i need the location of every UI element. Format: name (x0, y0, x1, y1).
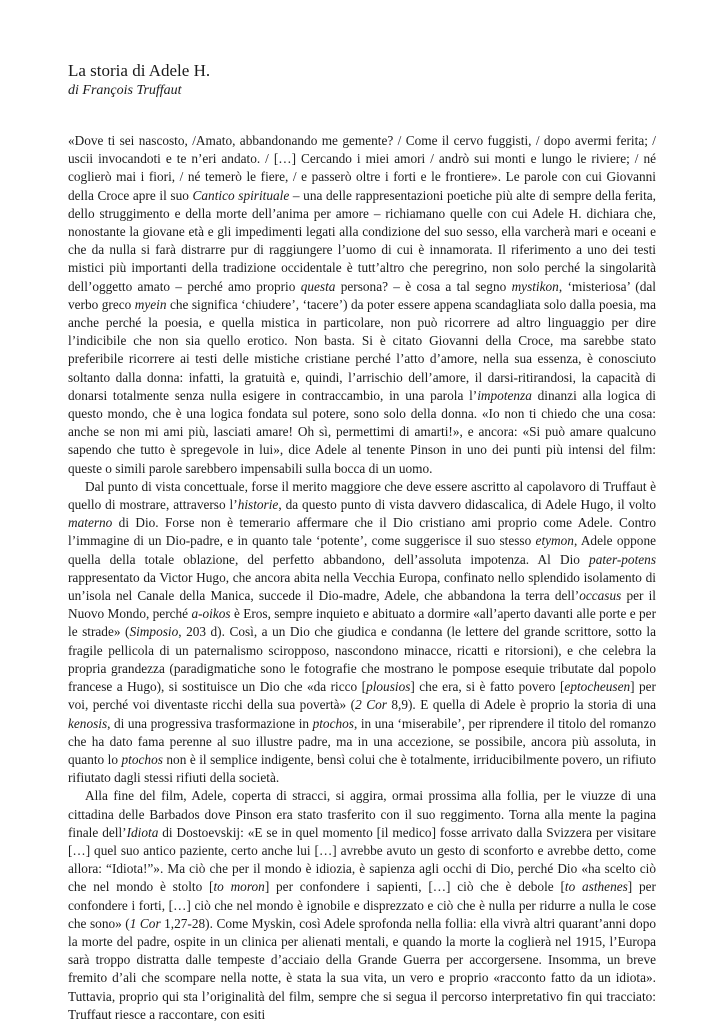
text-run: per il Nuovo Mondo, perché (68, 588, 656, 622)
text-run: «Dove ti sei nascosto, /Amato, abbandonando me gemente? / Come il cervo fuggisti, / dopo avermi ferita; / uscii invocandoti e te n’eri andato. / […] Cercando i miei amori / andrò sui monti e lungo le riviere; / né coglierò mai i fiori, / né temerò le fiere, / e passerò oltre i forti e le frontiere». Le parole con cui Giovanni della Croce apre il suo (68, 133, 656, 203)
document-author: di François Truffaut (68, 83, 182, 98)
text-run: , 203 d). Così, a un Dio che giudica e condanna (le lettere del grande scrittore, sotto la fragile pellicola di un paternalismo sciropposo, nascondono minacce, ricatti e ritorsioni), e che celebra la propria grandezza (paradigmatiche sono le fotografie che mostrano le pompose esequie tributate dal popolo francese a Hugo), si sostituisce un Dio che «da ricco [ (68, 624, 657, 695)
text-run: di Dio. Forse non è temerario affermare che il Dio cristiano ami proprio come Adele. Contro l’immagine di un Dio-padre, e in quanto tale ‘potente’, come suggerisce il suo stesso (68, 515, 656, 549)
text-run: ] per voi, perché voi diventaste ricchi della sua povertà» ( (68, 679, 656, 713)
italic-text-run: kenosis (68, 715, 108, 731)
italic-text-run: pater-potens (589, 551, 656, 567)
italic-text-run: ptochos (121, 751, 163, 767)
italic-text-run: historie (237, 497, 279, 513)
italic-text-run: etymon (535, 533, 574, 549)
paragraph-1 (68, 132, 656, 478)
text-run: ] che era, si è fatto povero [ (410, 679, 565, 695)
italic-text-run: Idiota (126, 824, 159, 840)
text-run: , ‘misteriosa’ (dal verbo greco (68, 278, 656, 312)
paragraph-2 (68, 478, 656, 787)
text-run: – una delle rappresentazioni poetiche più alte di sempre della ferita, dello struggimento e della morte dell’anima per amore – richiamano quelle con cui Adele H. dichiara che, nonostante la giovane età e gli impedimenti legati alla condizione del suo sesso, ella varcherà mari e oceani e che da nulla si farà distrarre pur di raggiungere l’uomo di cui è innamorata. Il riferimento a uno dei testi mistici più importanti della tradizione occidentale è tutt’altro che peregrino, non solo perché la singolarità dell’oggetto amato – perché amo proprio (68, 187, 657, 294)
article-body (68, 132, 656, 1024)
text-run: ] per confondere i forti, […] ciò che nel mondo è ignobile e disprezzato e ciò che è nulla per ridurre a nulla le cose che sono» ( (68, 879, 656, 931)
text-run: , da questo punto di vista davvero didascalica, di Adele Hugo, il volto (278, 497, 656, 513)
document-title: La storia di Adele H. (68, 61, 211, 80)
italic-text-run: materno (68, 515, 113, 531)
text-run: è Eros, sempre inquieto e abituato a dormire «all’aperto davanti alle porte e per le strade» ( (68, 606, 656, 640)
text-run: Dal punto di vista concettuale, forse il merito maggiore che deve essere ascritto al capolavoro di Truffaut è quello di mostrare, attraverso l’ (68, 478, 656, 513)
text-run: dinanzi alla logica di questo mondo, che è una logica fondata sul potere, sono solo della donna. «Io non ti chiedo che una cosa: anche se non mi ami più, lasciati amare! Oh sì, permettimi di amarti!», e ancora: «Si può amare qualcuno sapendo che tutto è spregevole in lui», dice Adele al tenente Pinson in uno dei punti più intensi del film: queste o simili parole sarebbero impensabili sulla bocca di un uomo. (68, 387, 656, 476)
italic-text-run: impotenza (477, 387, 532, 403)
text-run: , in una ‘miserabile’, per riprendere il titolo del romanzo che ha dato fama perenne al suo illustre padre, ma in una accezione, se possibile, ancora più assoluta, in quanto lo (68, 715, 656, 767)
paragraph-3 (68, 787, 656, 1024)
italic-text-run: to asthenes (564, 879, 628, 895)
italic-text-run: 2 Cor (355, 697, 387, 713)
text-run: 1,27-28). Come Myskin, così Adele sprofonda nella follia: ella vivrà altri quarant’anni dopo la morte del padre, ospite in un clinica per alienati mentali, e quando la morte la coglierà nel 1915, l’Europa sarà troppo distratta dalle tempeste d’acciaio della Grande Guerra per accorgersene. Insomma, un breve fremito d’ali che scompare nella notte, è stata la sua vita, un vero e proprio «racconto fatto da un idiota». Tuttavia, proprio qui sta l’originalità del film, sempre che si segua il percorso interpretativo fin qui tracciato: Truffaut riesce a raccontare, con esiti (68, 915, 657, 1022)
text-run: , Adele oppone quella della totale oblazione, del perfetto abbandono, dell’assoluta impotenza. Al Dio (68, 533, 656, 567)
text-run: di Dostoevskij: «E se in quel momento [il medico] fosse arrivato dalla Svizzera per visitare […] quel suo antico paziente, certo anche lui […] avrebbe avuto un gesto di sconforto e avrebbe detto, come allora: “Idiota!”». Ma ciò che per il mondo è idiozia, è sapienza agli occhi di Dio, perché Dio «ha scelto ciò che nel mondo è stolto [ (68, 824, 656, 895)
text-run: persona? – è cosa a tal segno (335, 278, 512, 294)
text-run: rappresentato da Victor Hugo, che ancora abita nella Vecchia Europa, confinato nello splendido isolamento di un’isola nel Canale della Manica, succede il Dio-madre, Adele, che abbandona la terra dell’ (68, 569, 656, 604)
italic-text-run: Simposio (129, 624, 179, 640)
italic-text-run: to moron (213, 879, 265, 895)
text-run: che significa ‘chiudere’, ‘tacere’) da poter essere appena scandagliata solo dalla poesia, ma anche perché la poesia, e quella mistica in particolare, non può ricorrere ad altro linguaggio per dire l’indicibile che non sia quello erotico. Non basta. Si è citato Giovanni della Croce, ma sarebbe stato preferibile ricorrere ai testi delle mistiche cristiane perché l’atto d’amore, nella sua essenza, è conosciuto soltanto dalla donna: infatti, la gratuità e, quindi, l’arrischio dell’amore, il darsi-ritirandosi, la capacità di donarsi totalmente senza nulla esigere in contraccambio, in una parola l’ (68, 296, 656, 403)
italic-text-run: questa (300, 278, 336, 294)
text-run: ] per confondere i sapienti, […] ciò che è debole [ (264, 879, 565, 895)
text-run: non è il semplice indigente, bensì colui che è totalmente, irriducibilmente povero, un rifiuto rifiutato dagli stessi rifiuti della società. (68, 751, 656, 786)
italic-text-run: mystikon (511, 278, 559, 294)
text-run: , di una progressiva trasformazione in (107, 715, 313, 731)
italic-text-run: a-oikos (191, 606, 231, 622)
italic-text-run: Cantico spirituale (192, 187, 290, 203)
italic-text-run: ptochos (312, 715, 354, 731)
italic-text-run: occasus (579, 588, 622, 604)
italic-text-run: 1 Cor (129, 915, 161, 931)
italic-text-run: myein (134, 296, 167, 312)
text-run: 8,9). E quella di Adele è proprio la storia di una (386, 697, 657, 713)
italic-text-run: plousios (366, 679, 411, 695)
text-run: Alla fine del film, Adele, coperta di stracci, si aggira, ormai prossima alla follia, per le viuzze di una cittadina delle Barbados dove Pinson era stato trasferito con il suo reggimento. Torna alla mente la pagina finale dell’ (68, 788, 656, 840)
italic-text-run: eptocheusen (564, 679, 631, 695)
